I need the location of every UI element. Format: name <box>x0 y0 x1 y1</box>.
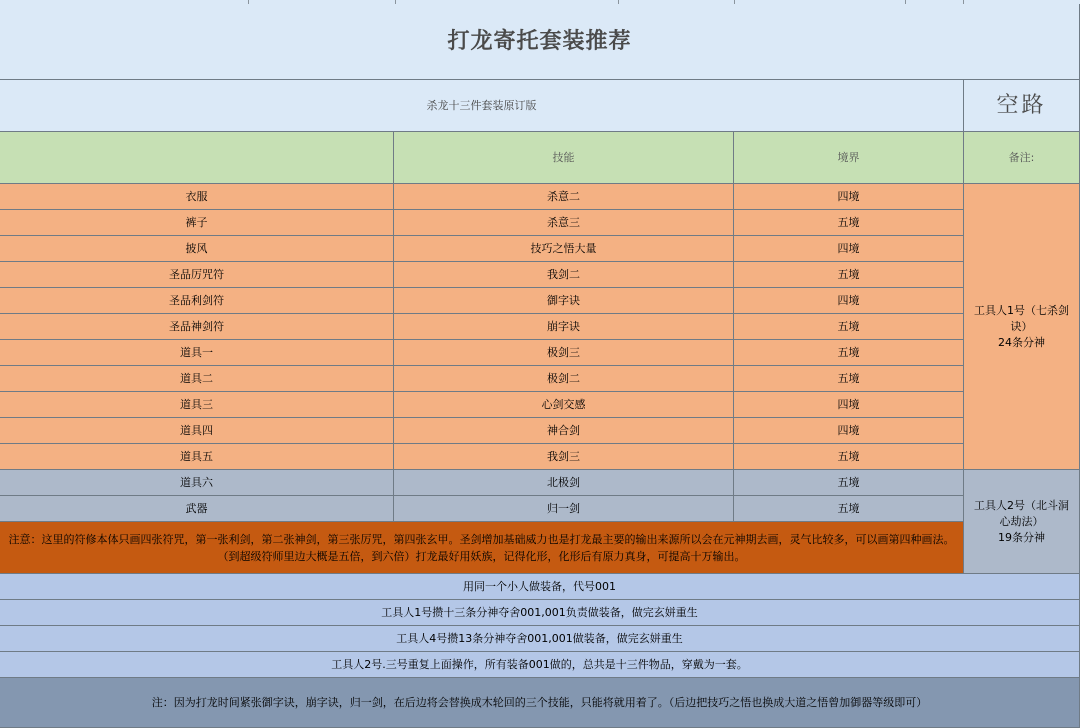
note-main: 注意：这里的符修本体只画四张符咒，第一张利剑，第二张神剑，第三张厉咒，第四张玄甲。圣剑增加基础威力也是打龙最主要的输出来源所以会在元神期去画，灵气比较多，可以画第四种画法。（到超级符师里边大概是五倍，到六倍）打龙最好用妖族，记得化形，化形后有原力真身，可提高十万输出。 <box>0 522 964 574</box>
row-realm: 五境 <box>734 444 964 470</box>
row-item: 道具一 <box>0 340 394 366</box>
row-item: 武器 <box>0 496 394 522</box>
row-item: 圣品神剑符 <box>0 314 394 340</box>
row-item: 道具六 <box>0 470 394 496</box>
row-skill: 我剑二 <box>394 262 734 288</box>
row-realm: 四境 <box>734 184 964 210</box>
group1-note-line3: 24条分神 <box>998 335 1045 349</box>
row-skill: 北极剑 <box>394 470 734 496</box>
row-realm: 四境 <box>734 392 964 418</box>
instruction-line: 用同一个小人做装备，代号001 <box>0 574 1080 600</box>
header-item <box>0 132 394 184</box>
row-realm: 五境 <box>734 210 964 236</box>
row-skill: 极剑二 <box>394 366 734 392</box>
row-skill: 心剑交感 <box>394 392 734 418</box>
row-skill: 技巧之悟大量 <box>394 236 734 262</box>
row-item: 道具三 <box>0 392 394 418</box>
row-realm: 四境 <box>734 288 964 314</box>
row-item: 圣品厉咒符 <box>0 262 394 288</box>
row-realm: 五境 <box>734 470 964 496</box>
row-realm: 五境 <box>734 366 964 392</box>
row-skill: 杀意二 <box>394 184 734 210</box>
row-realm: 四境 <box>734 418 964 444</box>
row-item: 道具二 <box>0 366 394 392</box>
row-item: 衣服 <box>0 184 394 210</box>
sheet-title: 打龙寄托套装推荐 <box>0 4 1080 80</box>
row-skill: 我剑三 <box>394 444 734 470</box>
row-realm: 五境 <box>734 314 964 340</box>
note-bottom: 注：因为打龙时间紧张御字诀，崩字诀，归一剑，在后边将会替换成木轮回的三个技能，只能将就用着了。（后边把技巧之悟也换成大道之悟曾加御器等级即可） <box>0 678 1080 728</box>
header-skill: 技能 <box>394 132 734 184</box>
instruction-line: 工具人4号攒13条分神夺舍001,001做装备，做完玄姘重生 <box>0 626 1080 652</box>
row-item: 道具五 <box>0 444 394 470</box>
header-note: 备注: <box>964 132 1080 184</box>
row-skill: 归一剑 <box>394 496 734 522</box>
group1-note-line2: 诀） <box>1010 319 1033 333</box>
group2-note <box>964 470 1080 574</box>
row-item: 道具四 <box>0 418 394 444</box>
row-skill: 神合剑 <box>394 418 734 444</box>
instruction-line: 工具人1号攒十三条分神夺舍001,001负责做装备，做完玄姘重生 <box>0 600 1080 626</box>
row-skill: 御字诀 <box>394 288 734 314</box>
row-realm: 五境 <box>734 340 964 366</box>
row-realm: 五境 <box>734 496 964 522</box>
row-realm: 四境 <box>734 236 964 262</box>
row-skill: 崩字诀 <box>394 314 734 340</box>
row-skill: 极剑三 <box>394 340 734 366</box>
group1-note-line1: 工具人1号（七杀剑 <box>974 303 1069 317</box>
route-label: 空路 <box>964 80 1080 132</box>
row-item: 圣品利剑符 <box>0 288 394 314</box>
subtitle: 杀龙十三件套装原订版 <box>0 80 964 132</box>
header-realm: 境界 <box>734 132 964 184</box>
instruction-line: 工具人2号.三号重复上面操作，所有装备001做的，总共是十三件物品，穿戴为一套。 <box>0 652 1080 678</box>
group2-note-line3: 19条分神 <box>998 530 1045 544</box>
row-skill: 杀意三 <box>394 210 734 236</box>
row-item: 披风 <box>0 236 394 262</box>
row-realm: 五境 <box>734 262 964 288</box>
group2-note-line2: 心劫法） <box>999 514 1044 528</box>
group1-note <box>964 184 1080 470</box>
group2-note-line1: 工具人2号（北斗洞 <box>974 498 1069 512</box>
row-item: 裤子 <box>0 210 394 236</box>
